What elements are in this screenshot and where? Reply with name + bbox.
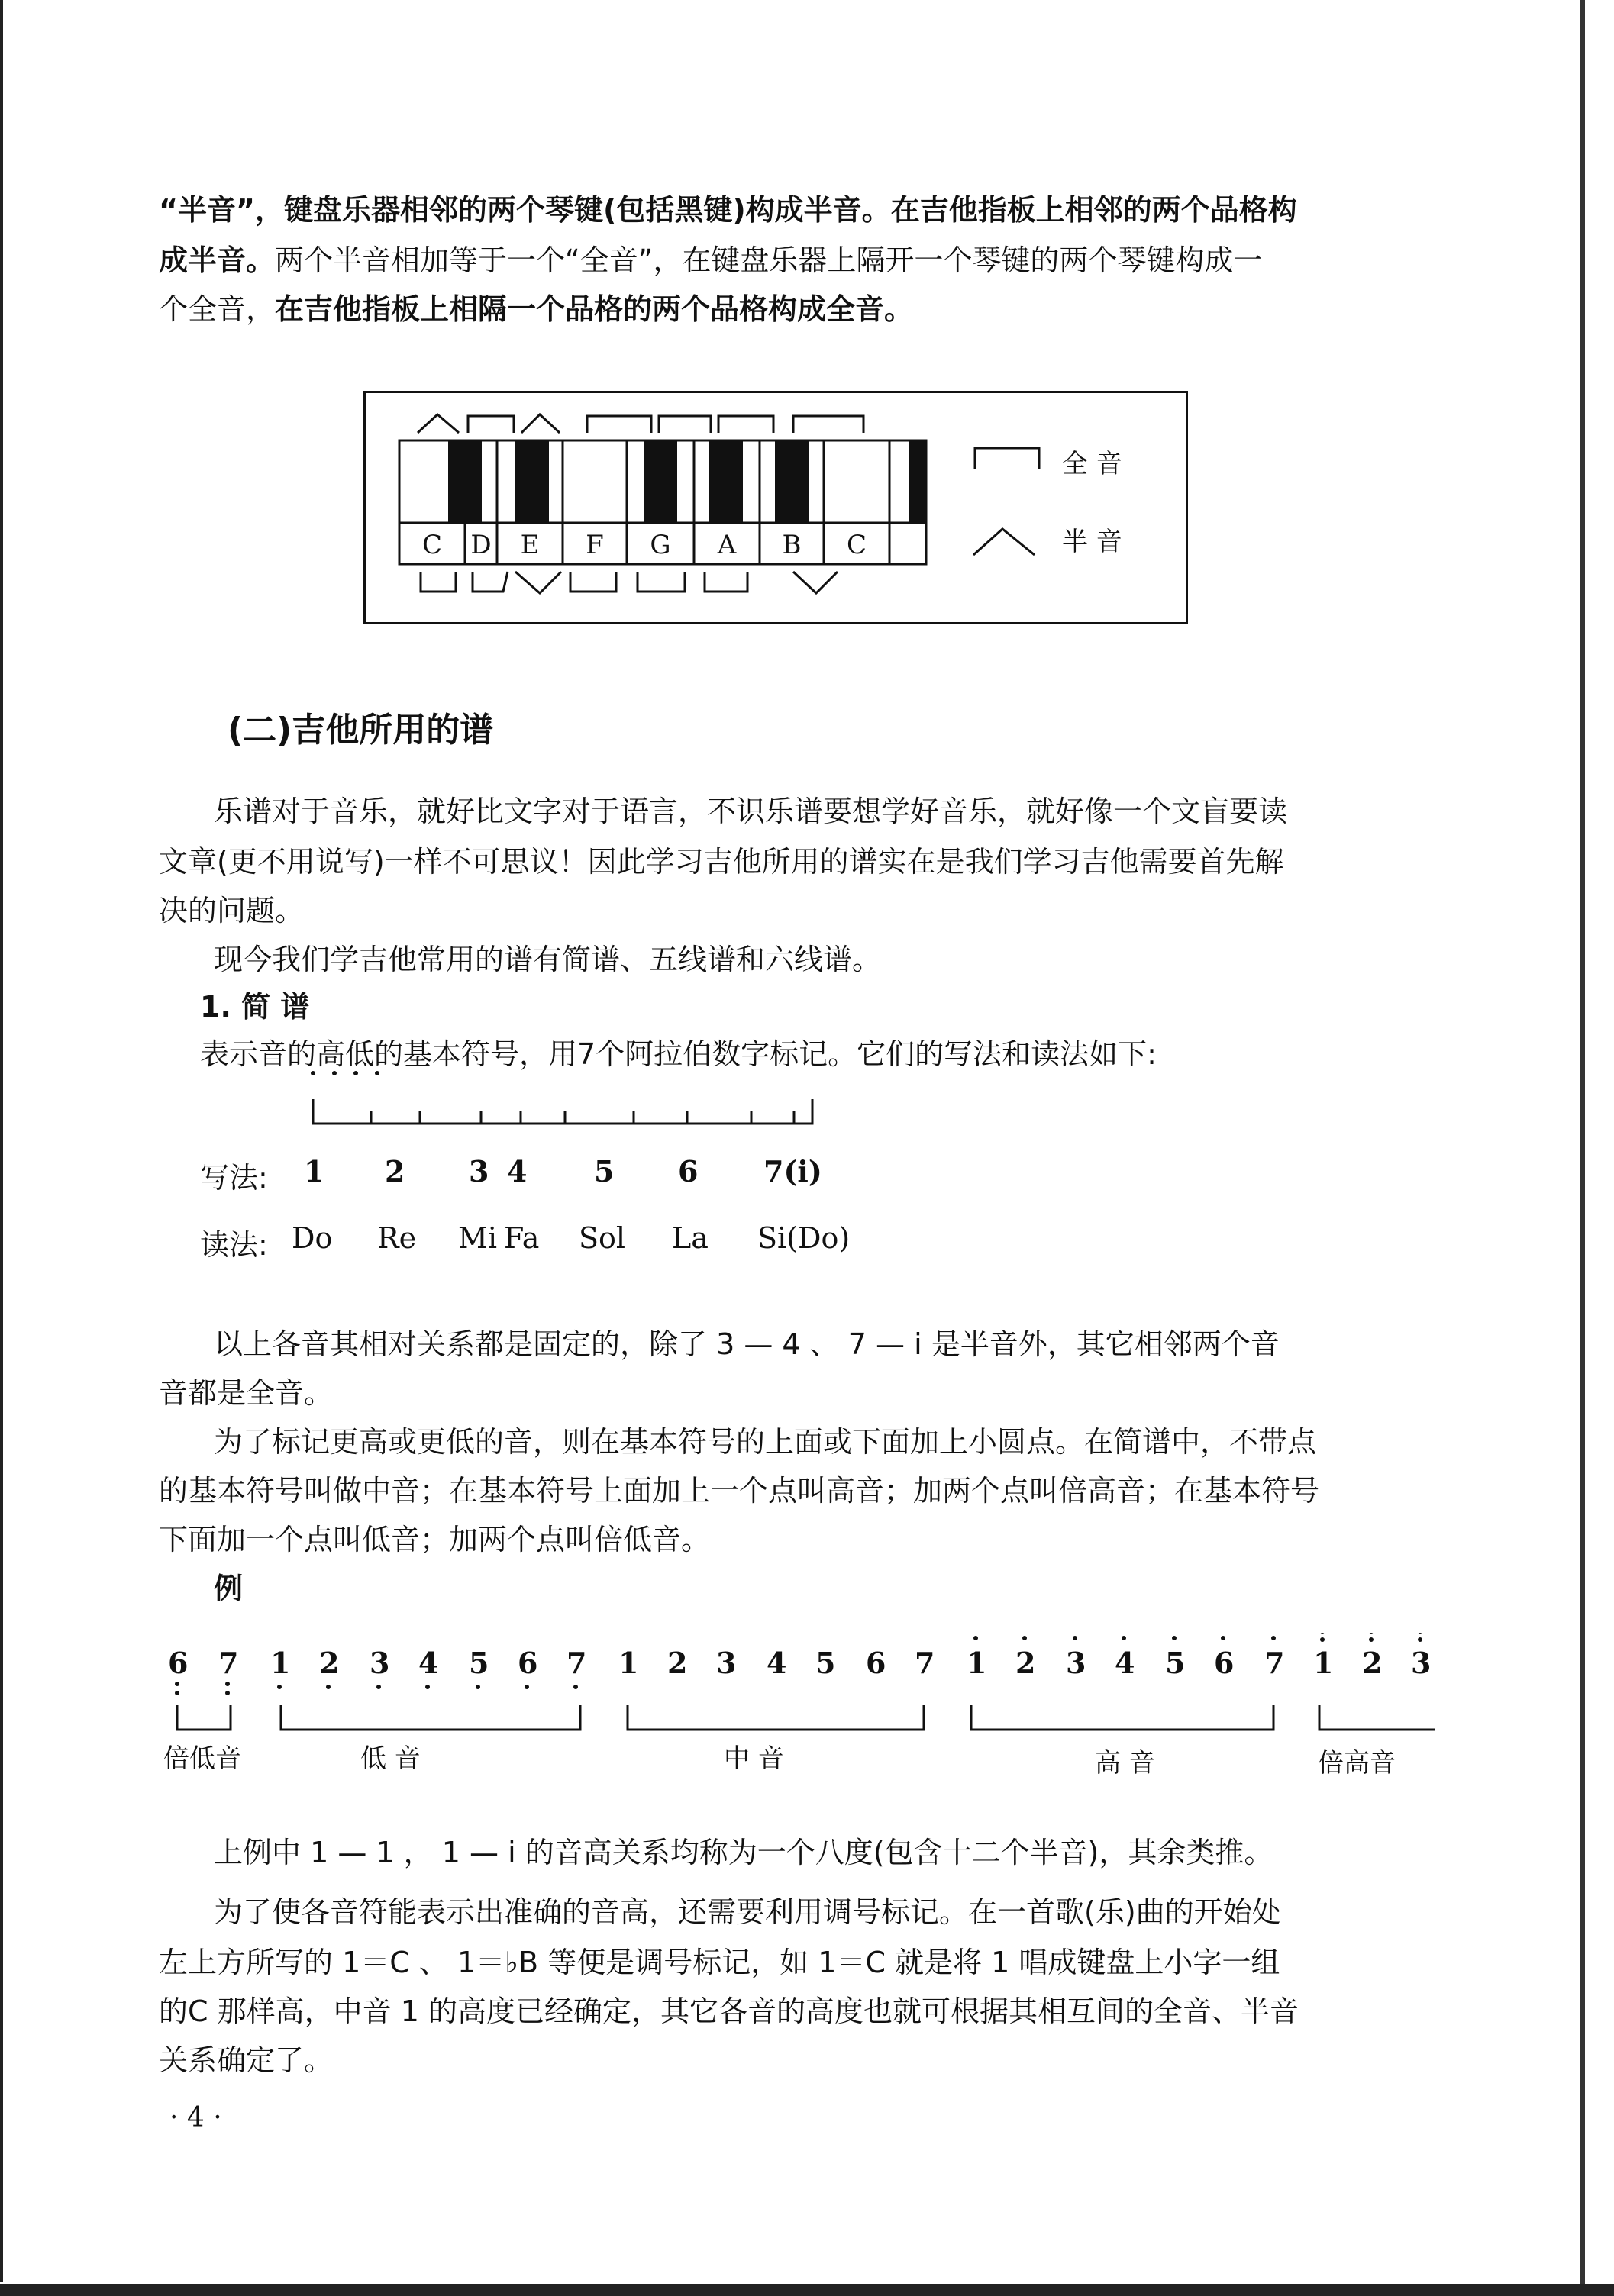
scale-note: 7 (218, 1646, 239, 1680)
closing-para-6: 上例中 1 — 1 ， 1 — i 的音高关系均称为一个八度(包含十二个半音)，其余类推。 (214, 1836, 1273, 1869)
scale-note: 2 (1362, 1646, 1383, 1680)
intro-bold-text: 成半音。 (159, 243, 276, 277)
range-label: 高 音 (1095, 1748, 1155, 1778)
scale-note: 2 (1015, 1646, 1036, 1680)
read-label: 读法: (200, 1228, 268, 1262)
scale-note: 3 (1066, 1646, 1086, 1680)
key-label: A (717, 530, 737, 560)
black-keys (448, 440, 926, 523)
closing-para-7-line-1: 为了使各音符能表示出准确的音高，还需要利用调号标记。在一首歌(乐)曲的开始处 (214, 1895, 1281, 1929)
scale-ruler (305, 1069, 840, 1130)
legend-whole-tone-label: 全 音 (1062, 449, 1122, 479)
bracket-icon (975, 448, 1039, 469)
section-heading: (二)吉他所用的谱 (228, 711, 494, 750)
key-label: E (520, 530, 540, 560)
scale-note: 3 (716, 1646, 737, 1680)
intro-line-3 (159, 285, 913, 334)
scan-edge-left (0, 0, 3, 2282)
range-label: 倍低音 (163, 1743, 241, 1774)
write-label: 写法: (200, 1161, 268, 1195)
bracket-icon (421, 572, 456, 592)
scale-note: 1 (618, 1646, 639, 1680)
read-syllable: Do (292, 1221, 333, 1255)
read-syllable: Fa (504, 1221, 540, 1255)
read-syllable: La (672, 1221, 709, 1255)
range-label: 中 音 (724, 1743, 784, 1774)
caret-icon (973, 529, 1035, 555)
scale-note: 6 (168, 1646, 189, 1680)
bracket-icon (793, 416, 863, 433)
write-row (200, 1154, 887, 1195)
scale-note: 3 (1411, 1646, 1432, 1680)
intro-text: 两个半音相加等于一个“全音”，在键盘乐器上隔开一个琴键的两个琴键构成一 (275, 243, 1263, 277)
section-para-1-line-3: 决的问题。 (159, 894, 305, 927)
read-syllable: Mi (458, 1221, 498, 1255)
bracket-icon (587, 416, 651, 433)
key-label: G (650, 530, 671, 560)
read-syllable: Sol (579, 1221, 626, 1255)
intro-bold-text: 在吉他指板上相隔一个品格的两个品格构成全音。 (275, 292, 914, 326)
body-para-4-line-1: 以上各音其相对关系都是固定的，除了 3 — 4 、 7 — i 是半音外，其它相邻两个音 (214, 1327, 1280, 1361)
scale-note: 1 (270, 1646, 291, 1680)
bracket-icon (473, 572, 508, 592)
bracket-icon (705, 572, 747, 592)
example-label: 例 (214, 1572, 244, 1605)
section-para-1-line-1: 乐谱对于音乐，就好比文字对于语言，不识乐谱要想学好音乐，就好像一个文盲要读 (214, 795, 1288, 828)
bracket-icon (659, 416, 711, 433)
section-para-3: 表示音的高低的基本符号，用7个阿拉伯数字标记。它们的写法和读法如下: (200, 1037, 1157, 1071)
scale-note: 4 (1115, 1646, 1135, 1680)
read-syllable: Si(Do) (757, 1221, 851, 1255)
caret-icon (793, 572, 838, 593)
key-label: C (421, 530, 443, 560)
black-key (909, 440, 926, 523)
scale-note: 7 (567, 1646, 587, 1680)
black-key (515, 440, 549, 523)
keyboard-figure (363, 391, 1188, 624)
scale-note: 2 (667, 1646, 688, 1680)
scale-note: 4 (767, 1646, 787, 1680)
scan-edge-bottom (0, 2284, 1614, 2296)
scale-note: 6 (1214, 1646, 1235, 1680)
scale-note: 5 (1165, 1646, 1186, 1680)
sub-heading: 1. 简 谱 (200, 990, 310, 1024)
intro-bold-text: 在吉他指板上相邻的两个品格构 (890, 193, 1297, 227)
bracket-icon (468, 416, 514, 433)
black-key (775, 440, 809, 523)
scale-note: 3 (370, 1646, 390, 1680)
caret-icon (521, 414, 560, 433)
scan-edge-right (1580, 0, 1585, 2296)
black-key (644, 440, 677, 523)
write-note: 2 (385, 1154, 405, 1188)
scale-dots-brackets (168, 1633, 1451, 1748)
range-label: 低 音 (360, 1743, 421, 1774)
caret-icon (515, 572, 561, 593)
body-para-5-line-3: 下面加一个点叫低音；加两个点叫倍低音。 (159, 1523, 711, 1556)
closing-para-7-line-2: 左上方所写的 1＝C 、 1＝♭B 等便是调号标记，如 1＝C 就是将 1 唱成键盘上小字一组 (159, 1946, 1280, 1979)
bracket-icon (570, 572, 616, 592)
scale-note: 5 (815, 1646, 836, 1680)
write-note: 4 (507, 1154, 528, 1188)
bracket-icon (718, 416, 773, 433)
key-label: D (470, 530, 492, 560)
caret-icon (418, 414, 459, 433)
black-key (448, 440, 482, 523)
read-row (200, 1221, 887, 1262)
range-label: 倍高音 (1318, 1748, 1396, 1778)
key-label: B (782, 530, 802, 560)
read-syllable: Re (377, 1221, 417, 1255)
section-para-1-line-2: 文章(更不用说写)一样不可思议！因此学习吉他所用的谱实在是我们学习吉他需要首先解 (159, 845, 1284, 879)
closing-para-7-line-3: 的C 那样高，中音 1 的高度已经确定，其它各音的高度也就可根据其相互间的全音、半音 (159, 1994, 1299, 2028)
scale-note: 1 (967, 1646, 987, 1680)
intro-line-2 (159, 237, 1262, 285)
intro-text: “半音”，键盘乐器相邻的两个琴键(包括黑键)构成半音。 (159, 193, 891, 227)
bracket-icon (638, 572, 685, 592)
scale-note: 4 (418, 1646, 439, 1680)
scale-note: 7 (915, 1646, 935, 1680)
scale-note: 2 (319, 1646, 340, 1680)
intro-line-1 (159, 186, 1297, 234)
section-para-2: 现今我们学吉他常用的谱有简谱、五线谱和六线谱。 (214, 943, 882, 976)
write-note: 7(i) (763, 1154, 822, 1188)
closing-para-7-line-4: 关系确定了。 (159, 2043, 334, 2077)
page-number: · 4 · (169, 2102, 222, 2133)
scale-note: 1 (1313, 1646, 1334, 1680)
legend-half-tone-label: 半 音 (1062, 527, 1122, 557)
key-label: C (846, 530, 867, 560)
scale-note: 5 (469, 1646, 489, 1680)
write-note: 3 (469, 1154, 489, 1188)
scale-note: 6 (518, 1646, 538, 1680)
key-label: F (586, 530, 604, 560)
scale-note: 7 (1264, 1646, 1285, 1680)
body-para-5-line-2: 的基本符号叫做中音；在基本符号上面加上一个点叫高音；加两个点叫倍高音；在基本符号 (159, 1474, 1320, 1508)
write-note: 1 (304, 1154, 324, 1188)
scale-note: 6 (866, 1646, 886, 1680)
write-note: 5 (594, 1154, 615, 1188)
body-para-4-line-2: 音都是全音。 (159, 1376, 334, 1410)
body-para-5-line-1: 为了标记更高或更低的音，则在基本符号的上面或下面加上小圆点。在简谱中，不带点 (214, 1425, 1317, 1459)
keyboard-svg (366, 393, 1186, 622)
intro-text: 个全音， (159, 292, 276, 326)
black-key (709, 440, 743, 523)
write-note: 6 (678, 1154, 699, 1188)
